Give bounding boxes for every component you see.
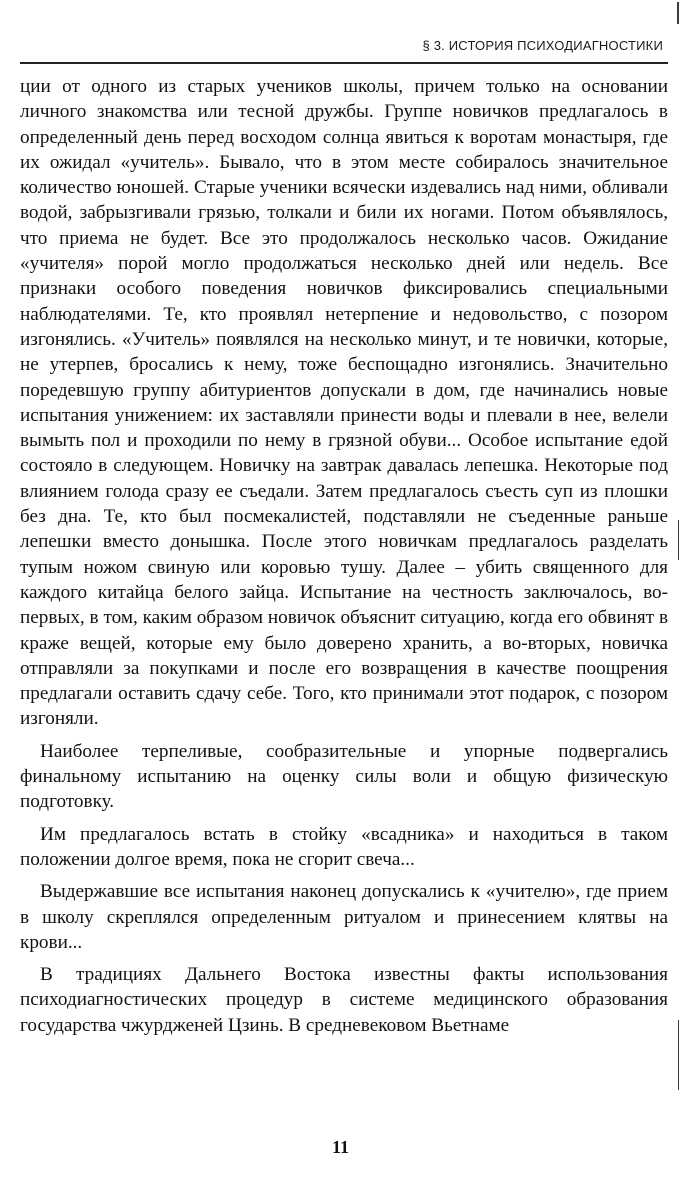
header-rule <box>20 62 668 64</box>
paragraph-continued: ции от одного из старых учеников школы, причем только на основании личного знакомства или тесной дружбы. Группе новичков предлагалось в определенный день перед восходом солнца явиться к воротам монастыря, где их ожидал «учитель». Бывало, что в этом месте собиралось значительное количество юношей. Старые ученики всячески издевались над ними, обливали водой, забрызгивали грязью, толкали и били их ногами. Потом объявлялось, что приема не будет. Все это продолжалось несколько часов. Ожидание «учителя» порой могло продолжаться несколько дней или недель. Все признаки особого поведения новичков фиксировались специальными наблюдателями. Те, кто проявлял нетерпение и недовольство, с позором изгонялись. «Учитель» появлялся на несколько минут, и те новички, которые, не утерпев, бросались к нему, тоже беспощадно изгонялись. Значительно поредевшую группу абитуриентов допускали в дом, где начинались новые испытания унижением: их заставляли принести воды и плевали в нее, велели вымыть пол и проходили по нему в грязной обуви... Особое испытание едой состояло в следующем. Новичку на завтрак давалась лепешка. Некоторые под влиянием голода сразу ее съедали. Затем предлагалось съесть суп из плошки без дна. Те, кто был посмекалистей, подставляли не съеденные раньше лепешки вместо донышка. После этого новичкам предлагалось разделать тупым ножом свиную или коровью тушу. Далее – убить священного для каждого китайца белого зайца. Испытание на честность заключалось, во-первых, в том, каким образом новичок объяснит ситуацию, когда его обвинят в краже вещей, которые ему было доверено хранить, а во-вторых, новичка отправляли за покупками и после его возвращения в качестве поощрения предлагали оставить сдачу себе. Того, кто принимали этот подарок, с позором изгоняли. <box>20 76 668 730</box>
scan-edge-mark <box>677 2 679 24</box>
paragraph: В традициях Дальнего Востока известны факты использования психодиагностических процедур в системе медицинского образования государства чжурдженей Цзинь. В средневековом Вьетнаме <box>20 964 668 1036</box>
paragraph: Выдержавшие все испытания наконец допускались к «учителю», где прием в школу скреплялся определенным ритуалом и принесением клятвы на крови... <box>20 881 668 953</box>
running-header: § 3. ИСТОРИЯ ПСИХОДИАГНОСТИКИ <box>422 38 663 53</box>
scan-edge-mark <box>678 520 679 560</box>
page-number: 11 <box>331 1137 349 1157</box>
body-text <box>20 74 668 1038</box>
scan-edge-mark <box>678 1020 679 1090</box>
paragraph: Наиболее терпеливые, сообразительные и упорные подвергались финальному испытанию на оценку силы воли и общую физическую подготовку. <box>20 740 668 813</box>
paragraph: Им предлагалось встать в стойку «всадника» и находиться в таком положении долгое время, пока не сгорит свеча... <box>20 823 668 870</box>
